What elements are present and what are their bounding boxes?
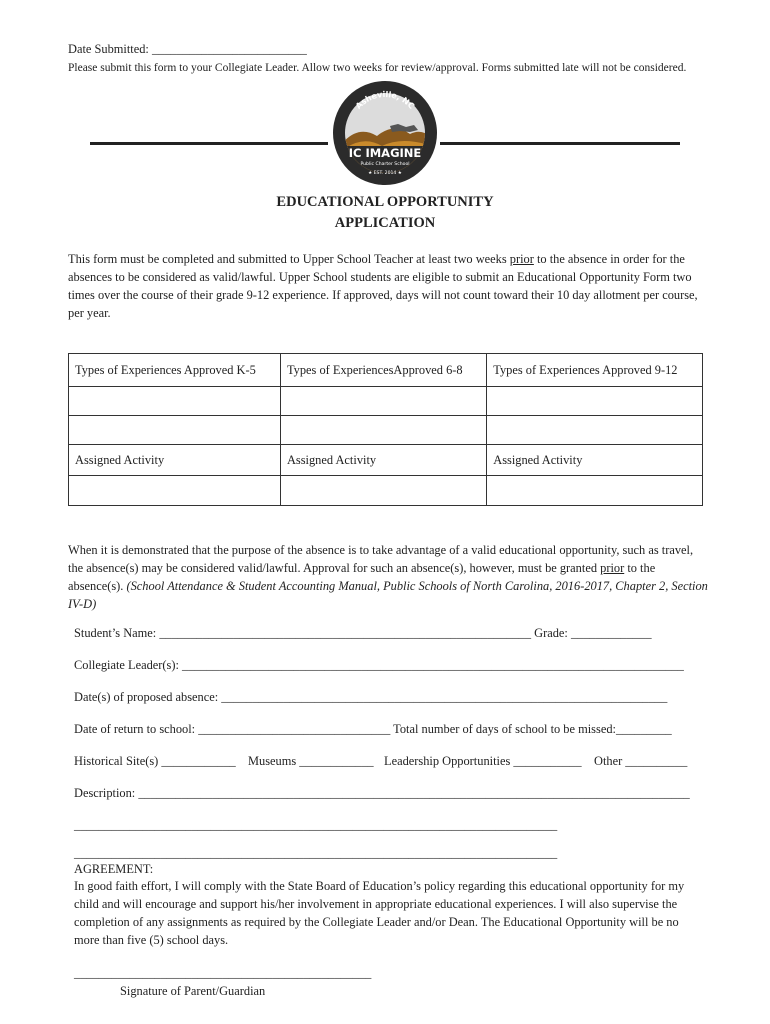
description-line-3[interactable]: ______________________________________________________________________________	[74, 846, 558, 860]
policy-prior: prior	[600, 561, 625, 575]
header-6-8: Types of ExperiencesApproved 6-8	[280, 354, 486, 387]
logo-name: IC IMAGINE	[348, 146, 422, 160]
table-row-experiences-2	[69, 416, 703, 445]
cell-k5-entry-1[interactable]	[69, 387, 281, 416]
activity-label-9-12: Assigned Activity	[487, 445, 703, 476]
logo-arc-text: Asheville, NC	[353, 89, 417, 111]
policy-paragraph	[68, 541, 708, 613]
intro-text-1: This form must be completed and submitted to Upper School Teacher at least two weeks	[68, 252, 510, 266]
table-row-experiences-1	[69, 387, 703, 416]
date-submitted-field[interactable]: Date Submitted: _________________________	[68, 42, 307, 56]
historical-sites-field[interactable]: Historical Site(s) ____________	[74, 754, 236, 768]
logo-right-rule	[440, 142, 680, 145]
logo-subtitle: Public Charter School	[360, 162, 410, 167]
policy-text-2: to the absence(s).	[68, 561, 656, 593]
museums-field[interactable]: Museums ____________	[248, 754, 374, 768]
table-row-activity-labels	[69, 445, 703, 476]
cell-activity-9-12[interactable]	[487, 476, 703, 506]
policy-text-1: When it is demonstrated that the purpose of the absence is to take advantage of a valid educational opportunity, such as travel, the absence(s) may be considered valid/lawful. Approval for such an absence(s), however, must be granted	[68, 543, 694, 575]
header-9-12: Types of Experiences Approved 9-12	[487, 354, 703, 387]
intro-paragraph	[68, 250, 708, 322]
activity-label-k5: Assigned Activity	[69, 445, 281, 476]
experiences-table	[68, 353, 703, 506]
intro-prior: prior	[509, 252, 534, 266]
signature-label: Signature of Parent/Guardian	[120, 984, 266, 998]
logo-est: ★ EST. 2014 ★	[368, 171, 402, 176]
table-header-row	[69, 354, 703, 387]
school-logo	[332, 80, 438, 186]
policy-citation: (School Attendance & Student Accounting Manual, Public Schools of North Carolina, 2016-2017, Chapter 2, Section IV-D)	[68, 579, 708, 611]
cell-9-12-entry-2[interactable]	[487, 416, 703, 445]
signature-line[interactable]: ________________________________________________	[74, 966, 372, 980]
proposed-absence-dates-field[interactable]: Date(s) of proposed absence: ________________________________________________________________________	[74, 690, 668, 704]
cell-k5-entry-2[interactable]	[69, 416, 281, 445]
cell-6-8-entry-2[interactable]	[280, 416, 486, 445]
agreement-text: In good faith effort, I will comply with the State Board of Education’s policy regarding this educational opportunity for my child and will encourage and support his/her involvement in appropriate educational experiences. I will also supervise the completion of any assignments as required by the Collegiate Leader and/or Dean. The Educational Opportunity will be no more than five (5) school days.	[74, 879, 685, 947]
cell-6-8-entry-1[interactable]	[280, 387, 486, 416]
return-date-field[interactable]: Date of return to school: _______________________________ Total number of days of school to be missed:_________	[74, 722, 672, 736]
header-k5: Types of Experiences Approved K-5	[69, 354, 281, 387]
form-title-line2: APPLICATION	[334, 215, 436, 231]
activity-label-6-8: Assigned Activity	[280, 445, 486, 476]
collegiate-leader-field[interactable]: Collegiate Leader(s): _________________________________________________________________________________	[74, 658, 684, 672]
table-row-activity-entry	[69, 476, 703, 506]
student-name-grade-field[interactable]: Student’s Name: ____________________________________________________________ Grade: _____________	[74, 626, 652, 640]
description-line-2[interactable]: ______________________________________________________________________________	[74, 818, 558, 832]
form-title-line1: EDUCATIONAL OPPORTUNITY	[276, 194, 494, 210]
cell-activity-k5[interactable]	[69, 476, 281, 506]
cell-activity-6-8[interactable]	[280, 476, 486, 506]
other-field[interactable]: Other __________	[594, 754, 688, 768]
leadership-opportunities-field[interactable]: Leadership Opportunities ___________	[384, 754, 582, 768]
description-field[interactable]: Description: _________________________________________________________________________________________	[74, 786, 690, 800]
agreement-heading: AGREEMENT:	[74, 862, 154, 876]
cell-9-12-entry-1[interactable]	[487, 387, 703, 416]
submission-instructions: Please submit this form to your Collegiate Leader. Allow two weeks for review/approval. Forms submitted late will not be considered.	[68, 62, 687, 74]
intro-text-2: to the absence in order for the absences to be considered as valid/lawful. Upper School students are eligible to submit an Educational Opportunity Form two times over the course of their grade 9-12 experience. If approved, days will not count toward their 10 day allotment per course, per year.	[68, 252, 698, 320]
logo-left-rule	[90, 142, 328, 145]
